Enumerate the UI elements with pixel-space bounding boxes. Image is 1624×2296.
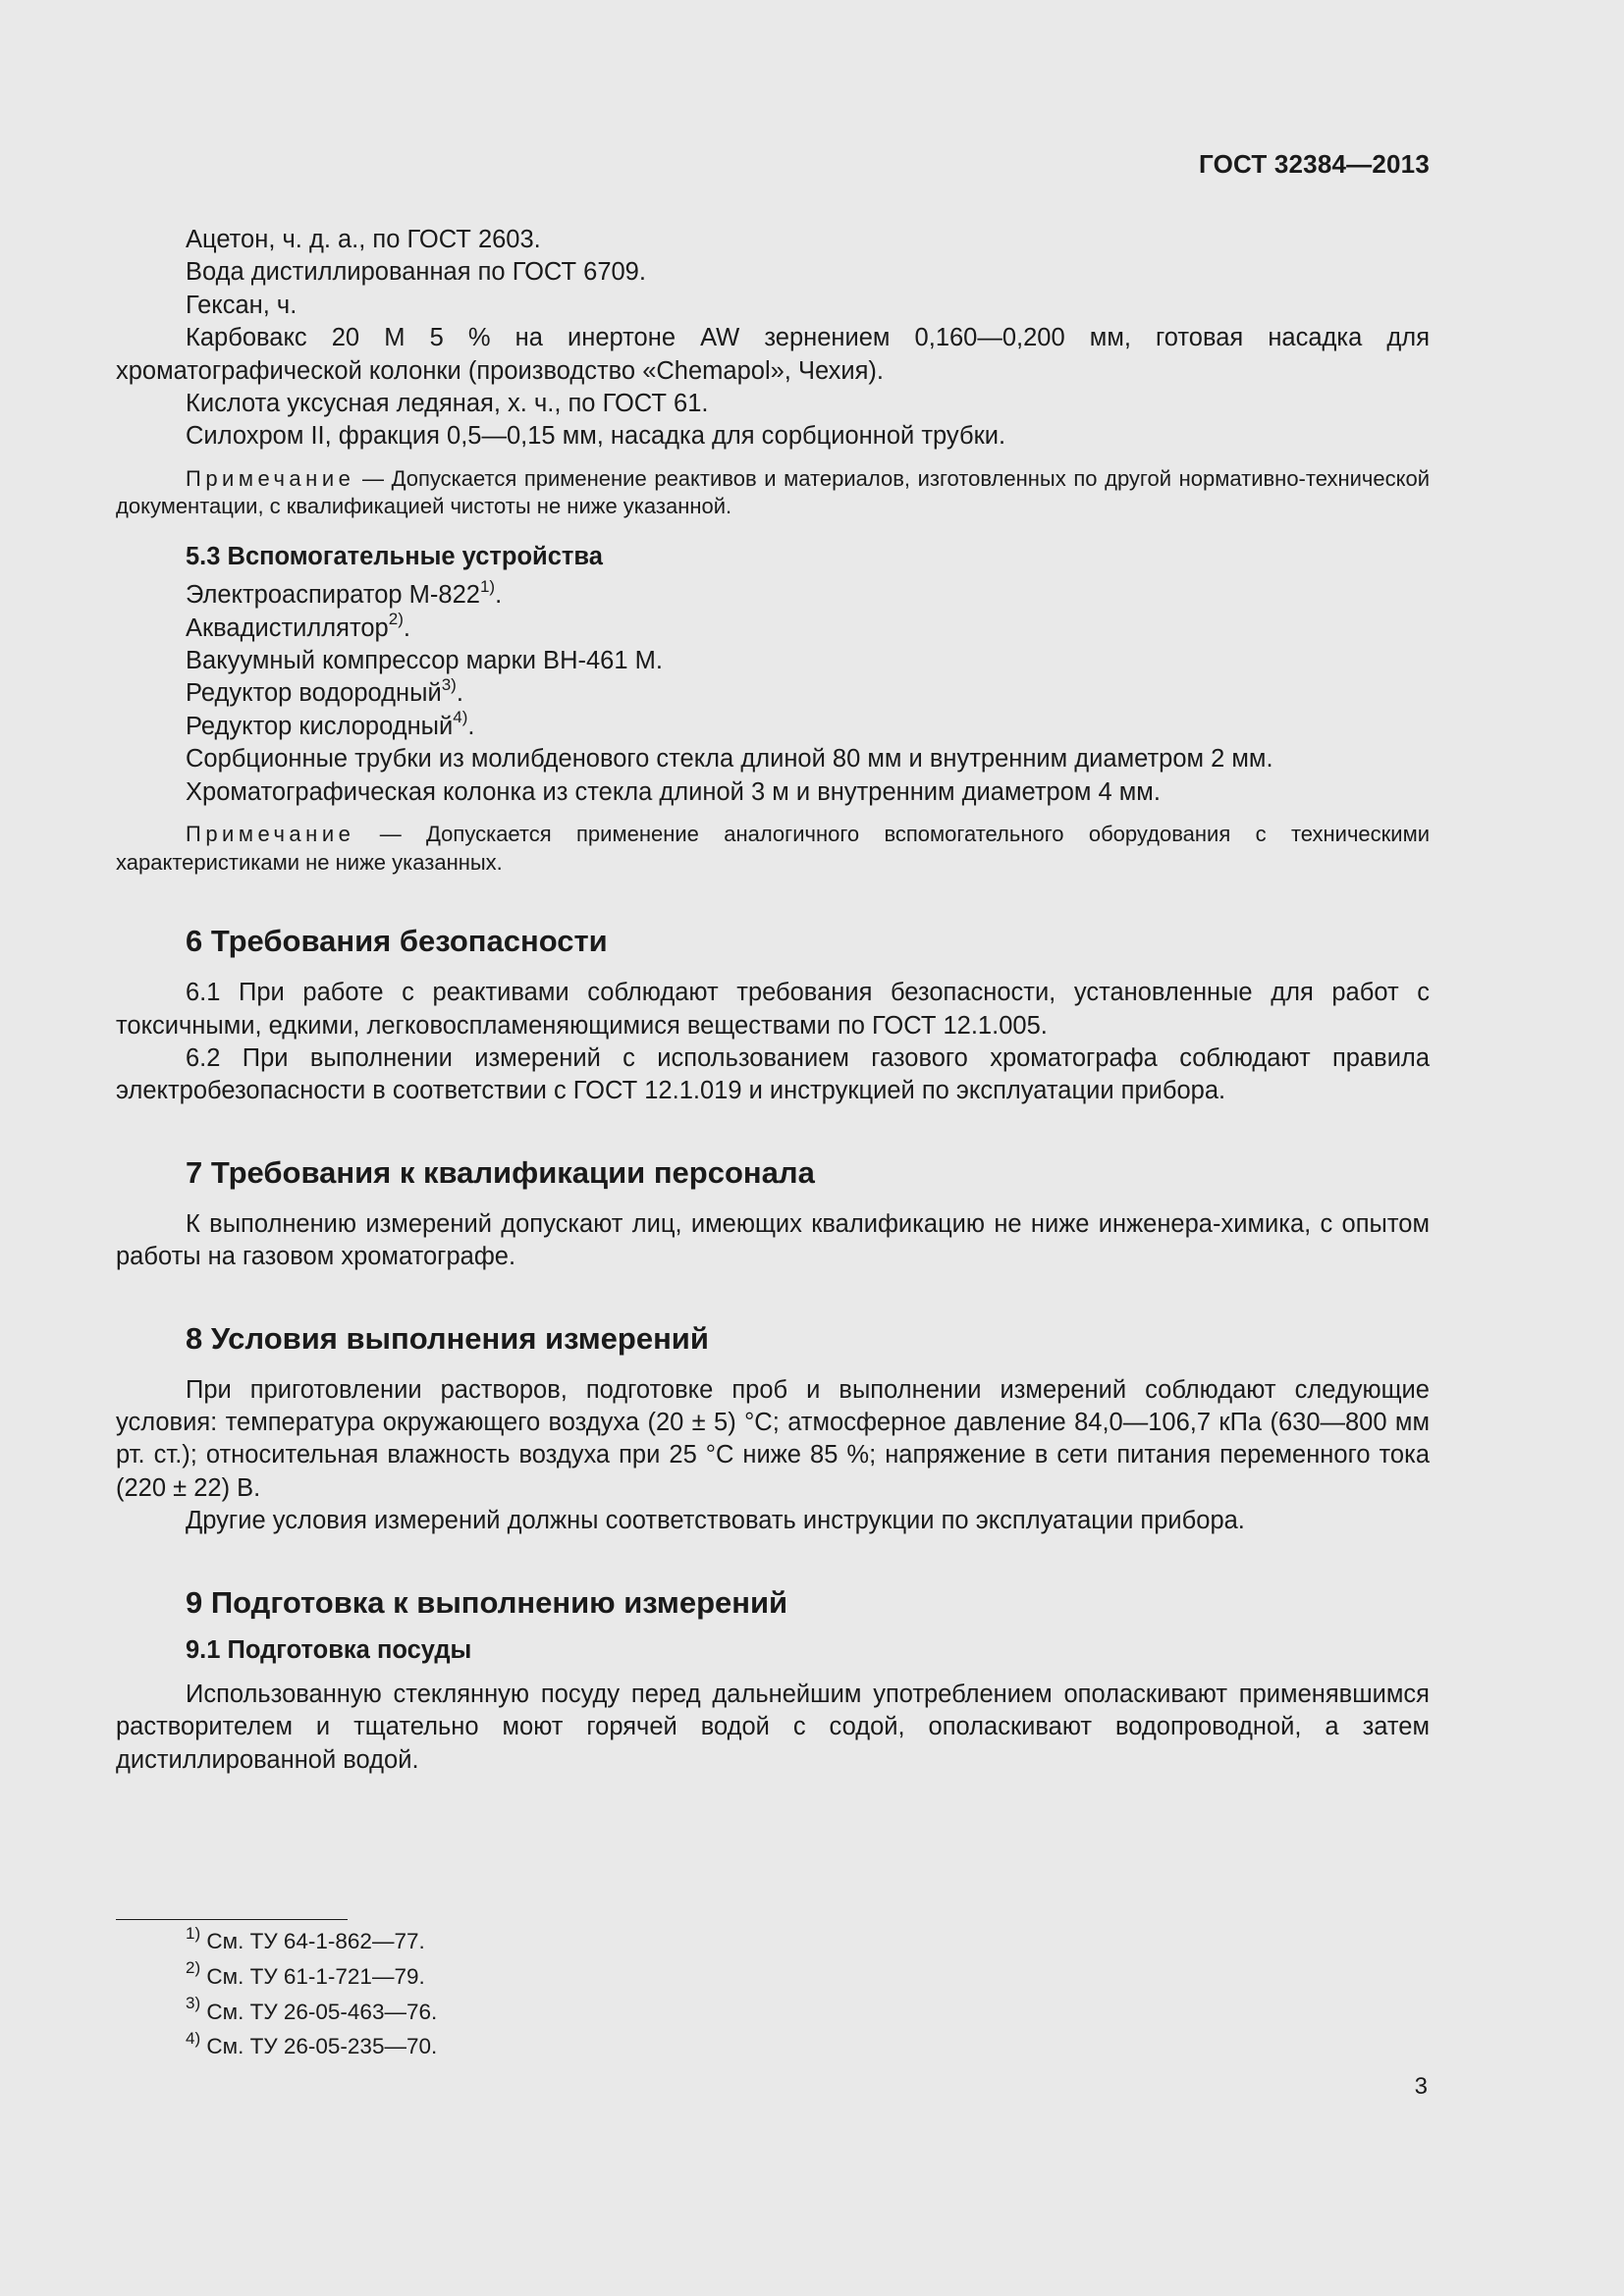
footnote-ref[interactable]: 4) <box>453 708 468 727</box>
section-7-title: 7 Требования к квалификации персонала <box>186 1154 815 1190</box>
device-item: Редуктор водородный$^{3)}$. <box>186 674 463 708</box>
device-item: Электроаспиратор М-822$^{1)}$. <box>186 576 503 610</box>
device-item: Редуктор кислородный$^{4)}$. <box>186 708 475 740</box>
note-label: Примечание <box>186 465 355 491</box>
device-item: Сорбционные трубки из молибденового стекла длиной 80 мм и внутренним диаметром 2 мм. <box>186 745 1273 774</box>
paragraph: Использованную стеклянную посуду перед дальнейшим употреблением ополаскивают применявшимся растворителем и тщательно моют горячей водой с содой, ополаскивают водопроводной, а затем дистиллированной водой. <box>116 1680 1430 1774</box>
note-devices <box>116 821 1430 877</box>
page-number: 3 <box>1414 2073 1428 2100</box>
note-text: — Допускается применение реактивов и материалов, изготовленных по другой нормативно-технической документации, с квалификацией чистоты не ниже указанной. <box>116 465 1430 519</box>
footnote-item: $^{3)}$ См. ТУ 26-05-463—76. <box>186 1994 438 2024</box>
footnote-item: $^{4)}$ См. ТУ 26-05-235—70. <box>186 2028 438 2059</box>
note-text: — Допускается применение аналогичного вспомогательного оборудования с техническими характеристиками не ниже указанных. <box>116 822 1430 875</box>
device-item: Хроматографическая колонка из стекла длиной 3 м и внутренним диаметром 4 мм. <box>186 777 1161 806</box>
section-6-title: 6 Требования безопасности <box>186 924 608 959</box>
footnote-ref[interactable]: 2) <box>388 610 404 629</box>
reagent-item: Кислота уксусная ледяная, х. ч., по ГОСТ 61. <box>186 390 709 418</box>
footnote-ref[interactable]: 3) <box>441 674 457 694</box>
section-8-title: 8 Условия выполнения измерений <box>186 1320 709 1356</box>
paragraph: 6.1 При работе с реактивами соблюдают требования безопасности, установленные для работ с токсичными, едкими, легковоспламеняющимися веществами по ГОСТ 12.1.005. <box>116 979 1430 1040</box>
section-5-3-title: 5.3 Вспомогательные устройства <box>186 542 603 570</box>
reagent-item: Гексан, ч. <box>186 291 298 319</box>
note-reagents <box>116 465 1430 521</box>
footnote-item: $^{1)}$ См. ТУ 64-1-862—77. <box>186 1923 425 1953</box>
reagent-item: Вода дистиллированная по ГОСТ 6709. <box>186 258 646 287</box>
reagent-item: Ацетон, ч. д. а., по ГОСТ 2603. <box>186 226 541 253</box>
page-content <box>116 224 1430 1777</box>
section-9-title: 9 Подготовка к выполнению измерений <box>186 1584 788 1620</box>
footnote-separator <box>116 1919 348 1920</box>
paragraph: Другие условия измерений должны соответствовать инструкции по эксплуатации прибора. <box>186 1507 1245 1535</box>
footnotes <box>186 1924 437 2064</box>
paragraph: При приготовлении растворов, подготовке проб и выполнении измерений соблюдают следующие условия: температура окружающего воздуха (20 ± 5) °С; атмосферное давление 84,0—106,7 кПа (630—800 мм рт. ст.); относительная влажность воздуха при 25 °С ниже 85 %; напряжение в сети питания переменного тока (220 ± 22) В. <box>116 1375 1430 1502</box>
reagent-item: Силохром II, фракция 0,5—0,15 мм, насадка для сорбционной трубки. <box>186 422 1006 451</box>
reagent-item: Карбовакс 20 М 5 % на инертоне AW зернением 0,160—0,200 мм, готовая насадка для хроматографической колонки (производство «Chemapol», Чехия). <box>116 324 1430 385</box>
note-label: Примечание <box>186 822 355 847</box>
device-item: Аквадистиллятор$^{2)}$. <box>186 610 410 642</box>
document-code: ГОСТ 32384—2013 <box>1199 149 1430 179</box>
section-9-1-title: 9.1 Подготовка посуды <box>186 1635 472 1664</box>
paragraph: 6.2 При выполнении измерений с использованием газового хроматографа соблюдают правила электробезопасности в соответствии с ГОСТ 12.1.019 и инструкцией по эксплуатации прибора. <box>116 1043 1430 1105</box>
footnote-ref[interactable]: 1) <box>479 576 496 596</box>
footnote-item: $^{2)}$ См. ТУ 61-1-721—79. <box>186 1958 425 1989</box>
device-item: Вакуумный компрессор марки ВН-461 М. <box>186 647 663 675</box>
paragraph: К выполнению измерений допускают лиц, имеющих квалификацию не ниже инженера-химика, с опытом работы на газовом хроматографе. <box>116 1209 1430 1271</box>
